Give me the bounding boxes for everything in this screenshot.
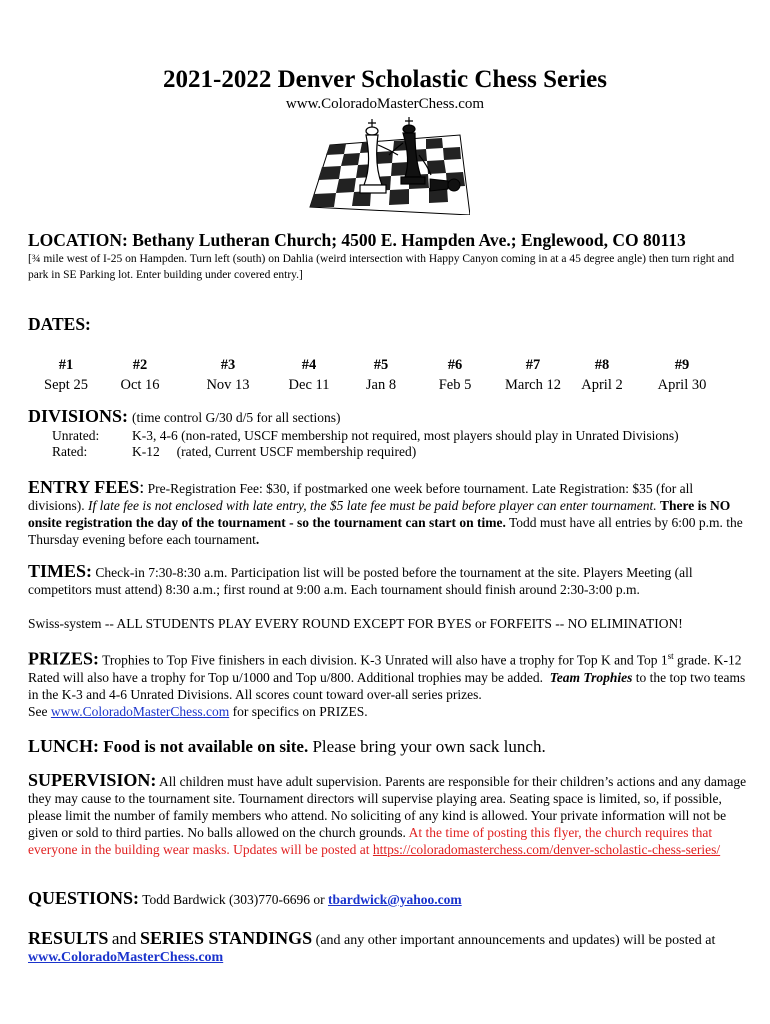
date-value: Oct 16	[120, 377, 160, 393]
results-heading: RESULTS	[28, 928, 109, 948]
prizes-website-link[interactable]: www.ColoradoMasterChess.com	[50, 703, 230, 719]
date-value: Jan 8	[365, 377, 397, 393]
results-section	[28, 930, 750, 966]
questions-section	[28, 890, 750, 908]
time-control: (time control G/30 d/5 for all sections)	[132, 410, 341, 425]
date-number: #7	[525, 357, 541, 373]
entry-fees-text: Pre-Registration Fee: $30, if postmarked one week before tournament. Late Registration: $35 (for all divisions).	[28, 481, 694, 513]
date-value: April 2	[581, 377, 623, 393]
date-number: #4	[301, 357, 317, 373]
date-item	[498, 355, 568, 395]
prizes-heading: PRIZES:	[28, 648, 100, 669]
entry-fees-heading: ENTRY FEES	[28, 477, 140, 497]
times-heading: TIMES:	[28, 561, 93, 581]
prizes-text-2: grade. K-12 Rated will also have a trophy for Top u/1000 and Top u/800. Additional trophies may be added.	[28, 652, 742, 685]
division-label: Unrated:	[52, 428, 100, 443]
date-item	[112, 355, 168, 395]
date-item	[577, 355, 627, 395]
date-number: #8	[594, 357, 610, 373]
entry-fees-late-note: If late fee is not enclosed with late entry, the $5 late fee must be paid before player can enter tournament.	[88, 498, 657, 513]
prizes-see: See	[28, 703, 48, 719]
lunch-text: Please bring your own sack lunch.	[312, 737, 546, 756]
division-label: Rated:	[52, 444, 88, 459]
entry-fees-onsite-note: There is NO onsite registration the day of the tournament - so the tournament can start on time.	[28, 498, 731, 530]
date-number: #9	[674, 357, 690, 373]
date-number: #3	[220, 357, 236, 373]
date-value: Nov 13	[206, 377, 250, 393]
supervision-text: All children must have adult supervision. Parents are responsible for their children’s actions and any damage they may cause to the tournament site. Tournament directors will supervise playing area. Seating space is limited, so, if possible, please limit the number of family members who attend. No soliciting of any kind is allowed. Your private information will not be given or sold to third parties. No balls allowed on the church grounds.	[28, 774, 747, 840]
questions-contact: Todd Bardwick (303)770-6696 or	[142, 892, 325, 907]
series-updates-link[interactable]: https://coloradomasterchess.com/denver-scholastic-chess-series/	[372, 842, 721, 857]
lunch-bold: Food is not available on site.	[103, 737, 309, 756]
chess-pieces-logo-icon	[300, 115, 470, 215]
date-item	[430, 355, 480, 395]
date-value: March 12	[505, 377, 561, 393]
date-item	[196, 355, 260, 395]
times-section	[28, 563, 750, 598]
prizes-see-end: for specifics on PRIZES.	[232, 703, 368, 719]
email-link[interactable]: tbardwick@yahoo.com	[327, 892, 462, 907]
date-value: April 30	[657, 377, 707, 393]
entry-fees-section	[28, 479, 750, 548]
division-text: K-3, 4-6 (non-rated, USCF membership not required, most players should play in Unrated Divisions)	[132, 428, 679, 443]
date-value: Feb 5	[438, 377, 472, 393]
team-trophies: Team Trophies	[549, 669, 633, 685]
location-directions: [¾ mile west of I-25 on Hampden. Turn left (south) on Dahlia (weird intersection with Happy Canyon coming in at a 45 degree angle) then turn right and park in SE Parking lot. Enter building under covered entry.]	[28, 253, 735, 281]
date-item	[279, 355, 339, 395]
page-title: 2021-2022 Denver Scholastic Chess Series	[163, 66, 607, 93]
questions-heading: QUESTIONS:	[28, 888, 140, 908]
swiss-system-text: Swiss-system -- ALL STUDENTS PLAY EVERY ROUND EXCEPT FOR BYES or FORFEITS -- NO ELIMINATION!	[28, 616, 683, 631]
prizes-text: Trophies to Top Five finishers in each division. K-3 Unrated will also have a trophy for Top K and Top 1	[102, 652, 668, 668]
divisions-header	[28, 406, 340, 427]
results-and: and	[111, 929, 137, 948]
prizes-sup: st	[667, 651, 674, 661]
supervision-section	[28, 772, 750, 858]
date-item	[650, 355, 714, 395]
website-text: www.ColoradoMasterChess.com	[285, 96, 485, 112]
date-value: Dec 11	[288, 377, 330, 393]
date-item	[38, 355, 94, 395]
prizes-section	[28, 648, 750, 720]
results-website-link[interactable]: www.ColoradoMasterChess.com	[28, 950, 224, 965]
times-text: Check-in 7:30-8:30 a.m. Participation list will be posted before the tournament at the site. Players Meeting (all competitors must attend) 8:30 a.m.; first round at 9:00 a.m. Each tournament should finish around 2:30-3:00 p.m.	[28, 565, 693, 597]
divisions-heading: DIVISIONS:	[28, 406, 129, 426]
series-standings-heading: SERIES STANDINGS	[139, 928, 313, 948]
date-number: #2	[132, 357, 148, 373]
date-value: Sept 25	[44, 377, 88, 393]
date-item	[358, 355, 404, 395]
entry-fees-period: .	[255, 532, 260, 547]
date-number: #1	[58, 357, 74, 373]
prizes-text-3: to the top two teams in the K-3 and 4-6 Unrated Divisions. All scores count toward over-all series prizes.	[28, 669, 746, 702]
results-text: (and any other important announcements and updates) will be posted at	[315, 933, 716, 948]
lunch-heading: LUNCH:	[28, 736, 99, 756]
date-number: #5	[373, 357, 389, 373]
entry-fees-colon: :	[139, 477, 145, 497]
supervision-heading: SUPERVISION:	[28, 770, 157, 790]
entry-fees-deadline: Todd must have all entries by 6:00 p.m. the Thursday evening before each tournament	[28, 515, 743, 547]
date-number: #6	[447, 357, 463, 373]
dates-heading: DATES:	[28, 314, 91, 334]
mask-notice: At the time of posting this flyer, the church requires that everyone in the building wear masks. Updates will be posted at	[28, 825, 713, 857]
lunch-section	[28, 735, 750, 758]
location-heading: LOCATION: Bethany Lutheran Church; 4500 E. Hampden Ave.; Englewood, CO 80113	[28, 230, 686, 250]
division-text: K-12 (rated, Current USCF membership required)	[132, 444, 417, 459]
